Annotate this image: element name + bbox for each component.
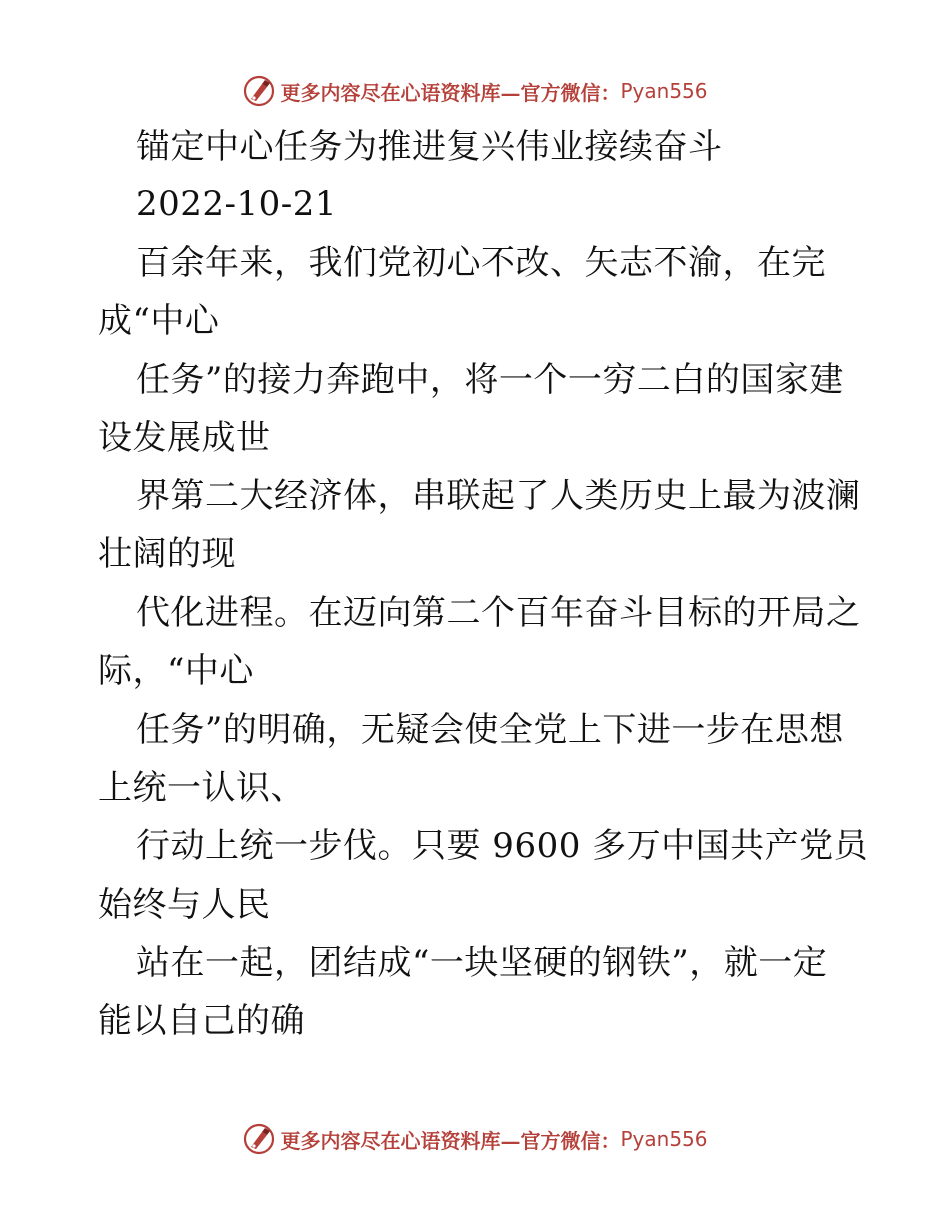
paragraph-line: 壮阔的现 <box>98 534 236 574</box>
watermark-handle: Pyan556 <box>620 79 708 103</box>
pen-nib-logo-icon <box>242 1122 276 1156</box>
paragraph-line: 始终与人民 <box>98 885 271 925</box>
paragraph-line: 际，“中心 <box>98 651 254 691</box>
paragraph-line: 能以自己的确 <box>98 1001 305 1041</box>
document-date: 2022-10-21 <box>136 184 338 224</box>
paragraph-line: 站在一起，团结成“一块坚硬的钢铁”，就一定 <box>136 943 828 983</box>
paragraph-line: 代化进程。在迈向第二个百年奋斗目标的开局之 <box>136 593 861 633</box>
watermark-footer <box>0 1119 950 1159</box>
paragraph-line: 界第二大经济体，串联起了人类历史上最为波澜 <box>136 476 861 516</box>
watermark-text: 更多内容尽在心语资料库—官方微信： <box>280 1128 621 1153</box>
document-title: 锚定中心任务为推进复兴伟业接续奋斗 <box>136 127 723 167</box>
paragraph-line: 任务”的接力奔跑中，将一个一穷二白的国家建 <box>136 360 844 400</box>
watermark-text: 更多内容尽在心语资料库—官方微信： <box>280 80 621 105</box>
paragraph-line: 上统一认识、 <box>98 768 305 808</box>
paragraph-line: 设发展成世 <box>98 418 271 458</box>
watermark-handle: Pyan556 <box>620 1127 708 1151</box>
paragraph-line: 百余年来，我们党初心不改、矢志不渝，在完 <box>136 243 826 283</box>
paragraph-line: 行动上统一步伐。只要 9600 多万中国共产党员 <box>136 826 869 866</box>
paragraph-line: 成“中心 <box>98 301 220 341</box>
paragraph-line: 任务”的明确，无疑会使全党上下进一步在思想 <box>136 710 844 750</box>
